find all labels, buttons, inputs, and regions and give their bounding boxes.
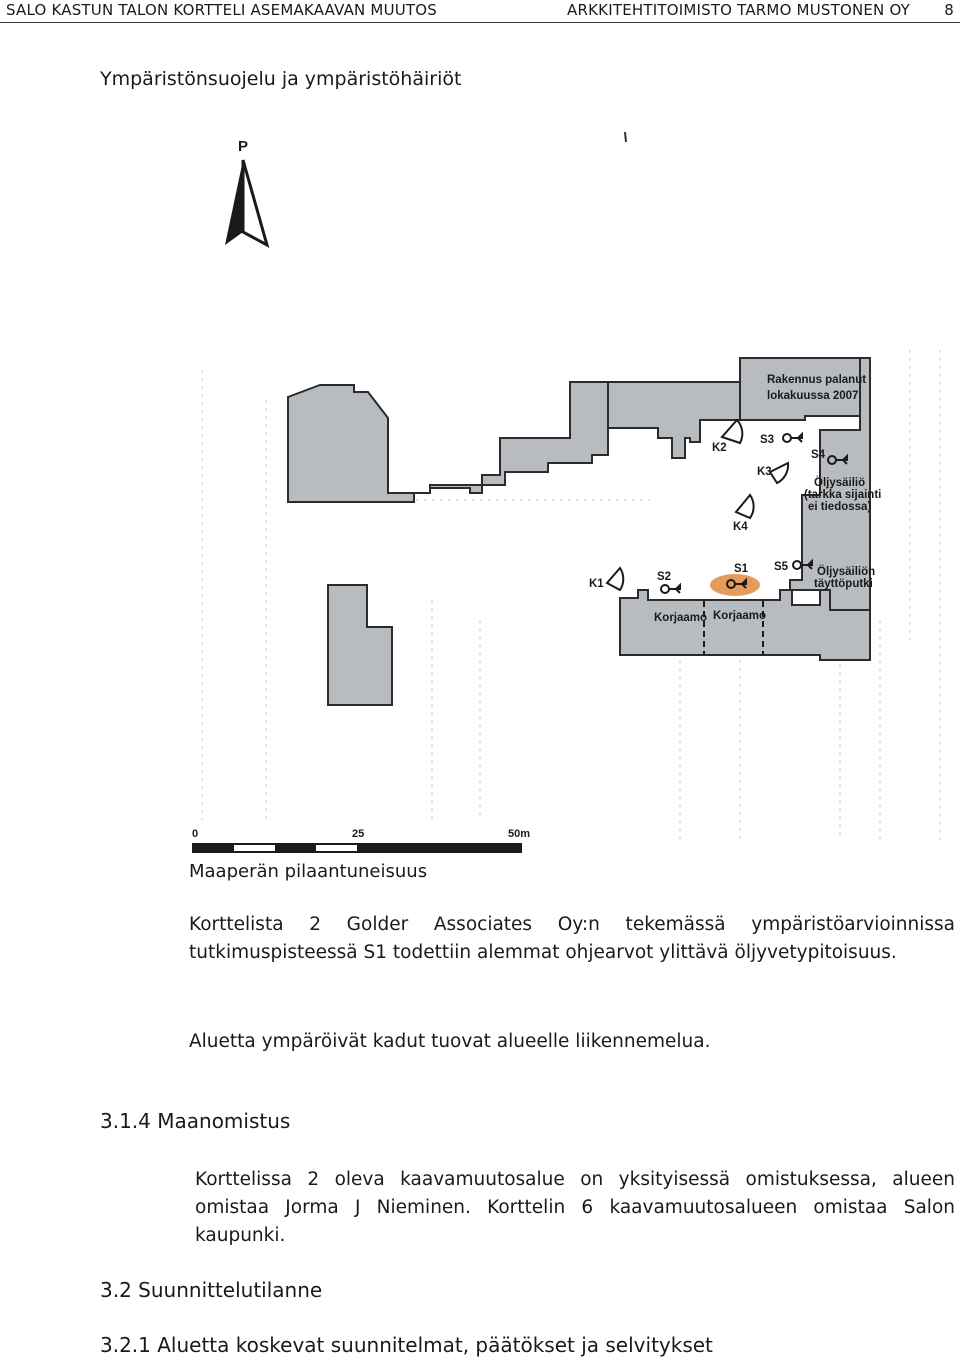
label-k2: K2 [712,442,727,454]
oil-tank-line3: ei tiedossa) [808,501,872,513]
scale-end: 50m [508,828,531,840]
page-number: 8 [944,1,954,19]
subheading-soil: Maaperän pilaantuneisuus [189,861,428,882]
header-document-title: SALO KASTUN TALON KORTTELI ASEMAKAAVAN MUUTOS [6,1,438,19]
building-burned [740,358,860,420]
north-label: P [238,138,249,155]
label-s4: S4 [811,449,826,461]
label-s1: S1 [734,563,749,575]
label-k3: K3 [757,466,772,478]
label-k4: K4 [733,521,748,533]
building-west [288,382,608,502]
header-rule [0,22,960,23]
burned-note-line2: lokakuussa 2007 [767,390,859,402]
label-s2: S2 [657,571,672,583]
label-k1: K1 [589,578,604,590]
label-s5: S5 [774,561,789,573]
paragraph-soil: Korttelista 2 Golder Associates Oy:n tekemässä ympäristöarvioinnissa tutkimuspisteessä S1 todettiin alemmat ohjearvot ylittävä öljyvetypitoisuus. [189,914,955,963]
fill-pipe-line2: täyttöputki [814,578,873,590]
label-s3: S3 [760,434,775,446]
paragraph-noise: Aluetta ympäröivät kadut tuovat alueelle liikennemelua. [189,1031,711,1052]
label-korjaamo-b: Korjaamo [713,610,767,622]
header-office-name: ARKKITEHTITOIMISTO TARMO MUSTONEN OY [567,1,910,19]
oil-tank-line2: (tarkka sijainti [804,489,882,501]
heading-aluetta: 3.2.1 Aluetta koskevat suunnitelmat, päätökset ja selvitykset [100,1333,713,1357]
buildings [288,358,870,705]
fill-pipe-line1: Öljysäiliön [817,566,876,578]
label-korjaamo-a: Korjaamo [654,612,708,624]
scale-bar [192,828,530,852]
building-southwest [328,585,392,705]
burned-note-line1: Rakennus palanut [767,374,867,386]
heading-maanomistus: 3.1.4 Maanomistus [100,1109,291,1133]
heading-suunnittelutilanne: 3.2 Suunnittelutilanne [100,1278,323,1302]
scale-zero: 0 [192,828,199,840]
paragraph-ownership: Korttelissa 2 oleva kaavamuutosalue on yksityisessä omistuksessa, alueen omistaa Jorma J Nieminen. Korttelin 6 kaavamuutosalueen omistaa Salon kaupunki. [195,1169,955,1246]
scale-mid: 25 [352,828,365,840]
site-map [180,120,960,860]
section-title: Ympäristönsuojelu ja ympäristöhäiriöt [100,68,462,90]
north-arrow [225,138,267,245]
oil-tank-line1: Öljysäiliö [814,477,866,489]
page-header [0,0,960,22]
